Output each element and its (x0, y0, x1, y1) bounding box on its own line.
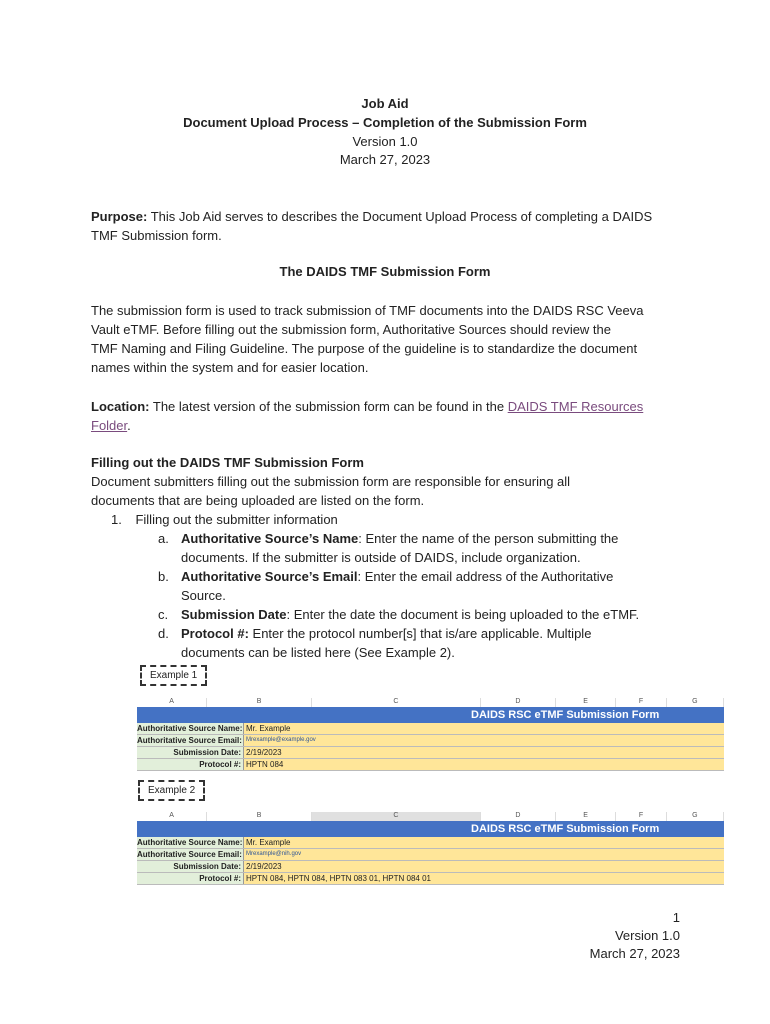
page-number: 1 (672, 910, 680, 925)
row-label: Protocol #: (137, 759, 244, 770)
page-footer (540, 909, 680, 963)
intro-line: The submission form is used to track submission of TMF documents into the DAIDS RSC Veeva (91, 303, 644, 318)
row-label: Authoritative Source Name: (137, 724, 243, 733)
sub-label: Protocol #: (181, 626, 249, 641)
column-header: B (207, 812, 312, 821)
column-header: A (137, 698, 207, 707)
sub-text: : Enter the email address of the Authoritative (357, 569, 614, 584)
list-item-1 (111, 510, 338, 529)
doc-subtitle: Document Upload Process – Completion of the Submission Form (183, 115, 587, 130)
sub-letter: b. (158, 569, 169, 584)
row-value: Mr. Example (244, 723, 724, 734)
column-header-row (137, 698, 724, 707)
sub-label: Authoritative Source’s Name (181, 531, 359, 546)
row-label: Submission Date: (137, 747, 244, 758)
column-header: D (481, 812, 556, 821)
doc-date: March 27, 2023 (339, 152, 431, 167)
row-label: Authoritative Source Email: (137, 849, 244, 860)
column-header: F (616, 812, 666, 821)
intro-line: Vault eTMF. Before filling out the submission form, Authoritative Sources should review the (91, 322, 612, 337)
example-2-sheet (137, 812, 724, 885)
filling-heading: Filling out the DAIDS TMF Submission Form (91, 455, 364, 470)
sub-item (158, 529, 688, 567)
row-value: 2/19/2023 (244, 747, 724, 758)
filling-section (91, 453, 681, 510)
column-header: E (556, 812, 616, 821)
purpose-paragraph (91, 207, 681, 245)
table-row (137, 849, 724, 861)
resources-folder-link-cont[interactable]: Folder (91, 418, 128, 433)
sub-text-cont: documents. If the submitter is outside of DAIDS, include organization. (181, 550, 581, 565)
purpose-text: This Job Aid serves to describes the Document Upload Process of completing a DAIDS (147, 209, 653, 224)
doc-version: Version 1.0 (352, 134, 418, 149)
sub-letter: d. (158, 626, 169, 641)
column-header: C (312, 698, 481, 707)
table-row (137, 747, 724, 759)
table-row (137, 861, 724, 873)
table-row (137, 723, 724, 735)
footer-version: Version 1.0 (614, 928, 680, 943)
row-label: Submission Date: (137, 861, 244, 872)
column-header: E (556, 698, 616, 707)
intro-paragraph (91, 301, 681, 377)
row-value: Mrexample@nih.gov (244, 849, 724, 860)
example-1-label: Example 1 (140, 665, 207, 686)
section-title: The DAIDS TMF Submission Form (279, 264, 491, 279)
sub-text: Enter the protocol number[s] that is/are applicable. Multiple (248, 626, 592, 641)
sub-text: : Enter the name of the person submitting the (358, 531, 619, 546)
row-label: Authoritative Source Email: (137, 735, 244, 746)
doc-title: Job Aid (361, 96, 409, 111)
sub-list (158, 529, 688, 662)
intro-line: TMF Naming and Filing Guideline. The purpose of the guideline is to standardize the document (91, 341, 638, 356)
filling-line: Document submitters filling out the submission form are responsible for ensuring all (91, 474, 571, 489)
sub-letter: a. (158, 531, 169, 546)
column-header: G (667, 812, 724, 821)
form-title: DAIDS RSC eTMF Submission Form (471, 823, 660, 835)
row-label: Protocol #: (137, 873, 244, 884)
sub-item (158, 624, 688, 662)
location-paragraph (91, 397, 681, 435)
column-header-row (137, 812, 724, 821)
location-text: The latest version of the submission form can be found in the (149, 399, 508, 414)
list-number: 1. (111, 512, 122, 527)
row-value: HPTN 084 (244, 759, 724, 770)
intro-line: names within the system and for easier location. (91, 360, 369, 375)
form-title: DAIDS RSC eTMF Submission Form (471, 709, 660, 721)
example-2-label: Example 2 (138, 780, 205, 801)
sub-text: : Enter the date the document is being uploaded to the eTMF. (286, 607, 640, 622)
purpose-text-cont: TMF Submission form. (91, 228, 222, 243)
column-header: C (312, 812, 481, 821)
column-header: B (207, 698, 312, 707)
sub-label: Authoritative Source’s Email (181, 569, 358, 584)
sub-text-cont: Source. (181, 588, 226, 603)
row-value: HPTN 084, HPTN 084, HPTN 083 01, HPTN 084 01 (244, 873, 724, 884)
row-label: Authoritative Source Name: (137, 838, 243, 847)
column-header: G (667, 698, 724, 707)
row-value: Mr. Example (244, 837, 724, 848)
resources-folder-link[interactable]: DAIDS TMF Resources (507, 399, 644, 414)
form-title-bar (137, 821, 724, 837)
list-text: Filling out the submitter information (135, 512, 338, 527)
column-header: A (137, 812, 207, 821)
column-header: D (481, 698, 556, 707)
location-end: . (127, 418, 131, 433)
form-title-bar (137, 707, 724, 723)
sub-item (158, 567, 688, 605)
sub-text-cont: documents can be listed here (See Example 2). (181, 645, 455, 660)
sub-item (158, 605, 688, 624)
sub-letter: c. (158, 607, 169, 622)
table-row (137, 759, 724, 771)
purpose-label: Purpose: (91, 209, 148, 224)
column-header: F (616, 698, 666, 707)
row-value: Mrexample@example.gov (244, 735, 724, 746)
row-value: 2/19/2023 (244, 861, 724, 872)
table-row (137, 873, 724, 885)
location-label: Location: (91, 399, 150, 414)
example-1-sheet (137, 698, 724, 771)
filling-line: documents that are being uploaded are listed on the form. (91, 493, 425, 508)
footer-date: March 27, 2023 (589, 946, 680, 961)
table-row (137, 837, 724, 849)
sub-label: Submission Date (181, 607, 287, 622)
table-row (137, 735, 724, 747)
